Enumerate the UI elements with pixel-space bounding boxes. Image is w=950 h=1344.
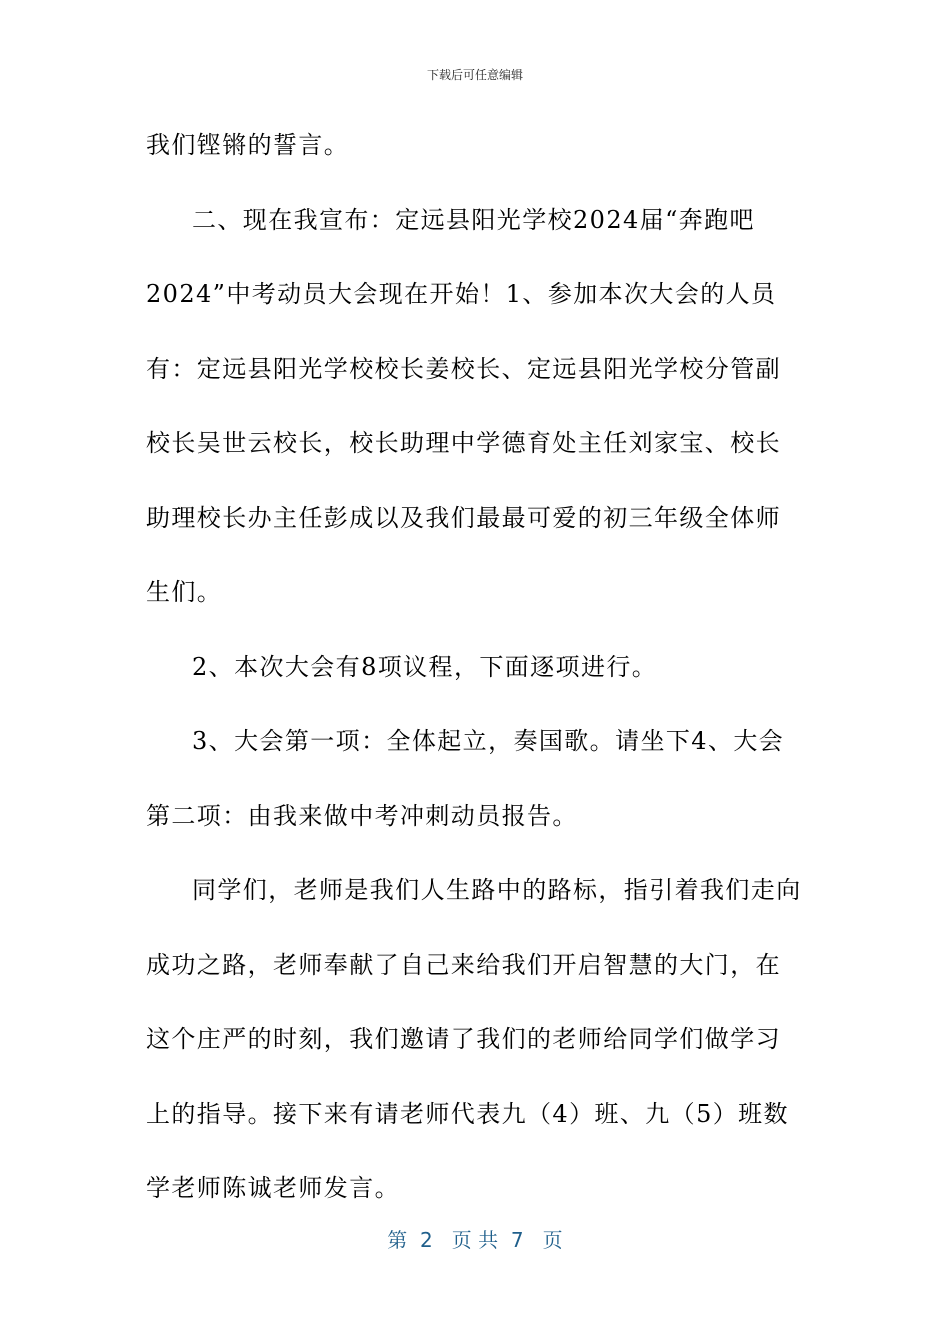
- paragraph-1: 我们铿锵的誓言。: [146, 131, 350, 159]
- header-note: 下载后可任意编辑: [426, 68, 523, 82]
- paragraph-3: 2、本次大会有8项议程，下面逐项进行。: [192, 652, 658, 681]
- document-body: [146, 108, 806, 1226]
- page-number: 第 2 页 共 7 页: [387, 1228, 563, 1252]
- paragraph-2: 二、现在我宣布：定远县阳光学校2024届“奔跑吧2024”中考动员大会现在开始！1、参加本次大会的人员有：定远县阳光学校校长姜校长、定远县阳光学校分管副校长吴世云校长，校长助理中学德育处主任刘家宝、校长助理校长办主任彭成以及我们最最可爱的初三年级全体师生们。: [146, 205, 781, 606]
- paragraph-4: 3、大会第一项：全体起立，奏国歌。请坐下4、大会第二项：由我来做中考冲刺动员报告。: [146, 727, 785, 830]
- paragraph-5: 同学们，老师是我们人生路中的路标，指引着我们走向成功之路，老师奉献了自己来给我们开启智慧的大门，在这个庄严的时刻，我们邀请了我们的老师给同学们做学习上的指导。接下来有请老师代表九（4）班、九（5）班数学老师陈诚老师发言。: [146, 876, 802, 1202]
